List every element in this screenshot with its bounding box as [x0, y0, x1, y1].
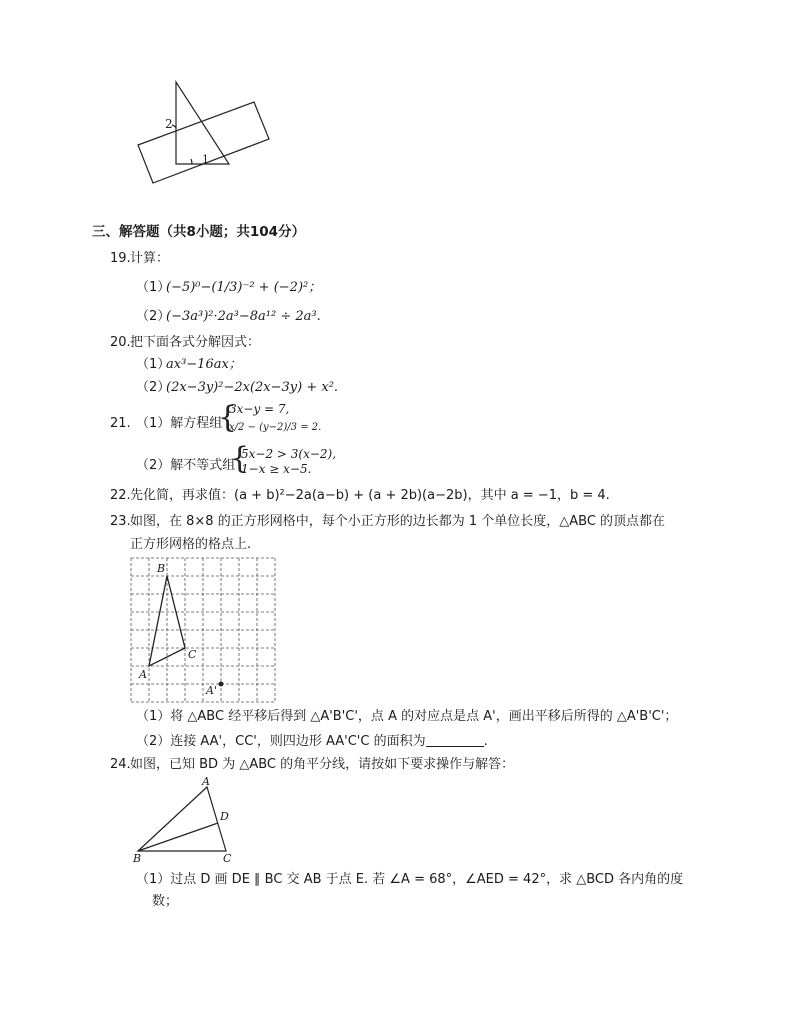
right-triangle: [176, 82, 229, 164]
grid-label-a-prime: A': [206, 684, 217, 697]
q24-stem: 如图，已知 BD 为 △ABC 的角平分线，请按如下要求操作与解答：: [130, 757, 515, 772]
grid-label-b: B: [157, 562, 166, 575]
q21-part2-brace: {: [230, 441, 250, 476]
q24-part1-line1: （1）过点 D 画 DE ∥ BC 交 AB 于点 E. 若 ∠A = 68°，∠AED = 42°，求 △BCD 各内角的度: [136, 872, 684, 887]
q23-part1: （1）将 △ABC 经平移后得到 △A'B'C'，点 A 的对应点是点 A'，画出平移后所得的 △A'B'C'；: [136, 709, 678, 724]
grid-label-c: C: [188, 648, 197, 661]
q23-number: 23.: [110, 514, 131, 529]
section-title: 三、解答题（共8小题；共104分）: [92, 224, 306, 240]
bisector-bd: [138, 823, 218, 851]
q20-part1-label: （1）: [136, 357, 171, 372]
q24-number: 24.: [110, 757, 131, 772]
q21-part2-eq1: 5x−2 > 3(x−2),: [241, 447, 337, 461]
q19-part1-expression: (−5)⁰−(1/3)⁻² + (−2)²；: [166, 280, 322, 295]
angle-label-2: 2: [165, 117, 173, 131]
top-figure: [130, 75, 280, 185]
grid-label-a: A: [139, 668, 147, 681]
fig-label-d: D: [220, 810, 229, 823]
q21-part1-brace: {: [218, 400, 238, 435]
q23-line2: 正方形网格的格点上.: [130, 537, 252, 552]
answer-blank[interactable]: [426, 733, 484, 747]
point-a-prime: [219, 682, 224, 687]
q24-triangle-figure: [128, 774, 240, 866]
q21-part2-label: （2）解不等式组: [136, 458, 236, 473]
q23-line1: 如图，在 8×8 的正方形网格中，每个小正方形的边长都为 1 个单位长度，△ABC 的顶点都在: [130, 514, 666, 529]
triangle-abc: [138, 787, 226, 851]
q21-part1-eq2: x/2 − (y−2)/3 = 2.: [229, 422, 322, 433]
q21-number: 21.: [110, 416, 131, 431]
fig-label-a: A: [202, 775, 210, 788]
q21-part1-label: （1）解方程组: [136, 416, 223, 431]
q23-part2-text: （2）连接 AA'，CC'，则四边形 AA'C'C 的面积为: [136, 734, 426, 749]
q19-stem: 计算：: [130, 251, 170, 266]
q20-number: 20.: [110, 335, 131, 350]
angle1-arc: [191, 159, 192, 164]
q20-part2-label: （2）: [136, 380, 171, 395]
q19-part2-label: （2）: [136, 309, 171, 324]
q19-part1-label: （1）: [136, 280, 171, 295]
q20-stem: 把下面各式分解因式：: [130, 335, 261, 350]
q22-text: 先化简，再求值：(a + b)²−2a(a−b) + (a + 2b)(a−2b)，其中 a = −1，b = 4.: [130, 488, 610, 503]
q24-part1-line2: 数；: [152, 894, 179, 909]
q20-part1-expression: ax³−16ax；: [166, 357, 242, 372]
tilted-strip: [138, 102, 269, 183]
q23-part2-end: .: [483, 734, 488, 749]
q21-part1-eq1: 3x−y = 7,: [229, 402, 290, 416]
q23-grid-figure: [126, 554, 282, 704]
q20-part2-expression: (2x−3y)²−2x(2x−3y) + x².: [166, 380, 339, 395]
angle-label-1: 1: [202, 153, 209, 166]
fig-label-c: C: [223, 852, 232, 865]
q23-part2: [136, 733, 488, 751]
q21-part2-eq2: 1−x ≥ x−5.: [241, 462, 312, 476]
fig-label-b: B: [133, 852, 142, 865]
q19-part2-expression: (−3a³)²·2a³−8a¹² ÷ 2a³.: [166, 309, 321, 324]
q19-number: 19.: [110, 251, 131, 266]
q22-number: 22.: [110, 488, 131, 503]
